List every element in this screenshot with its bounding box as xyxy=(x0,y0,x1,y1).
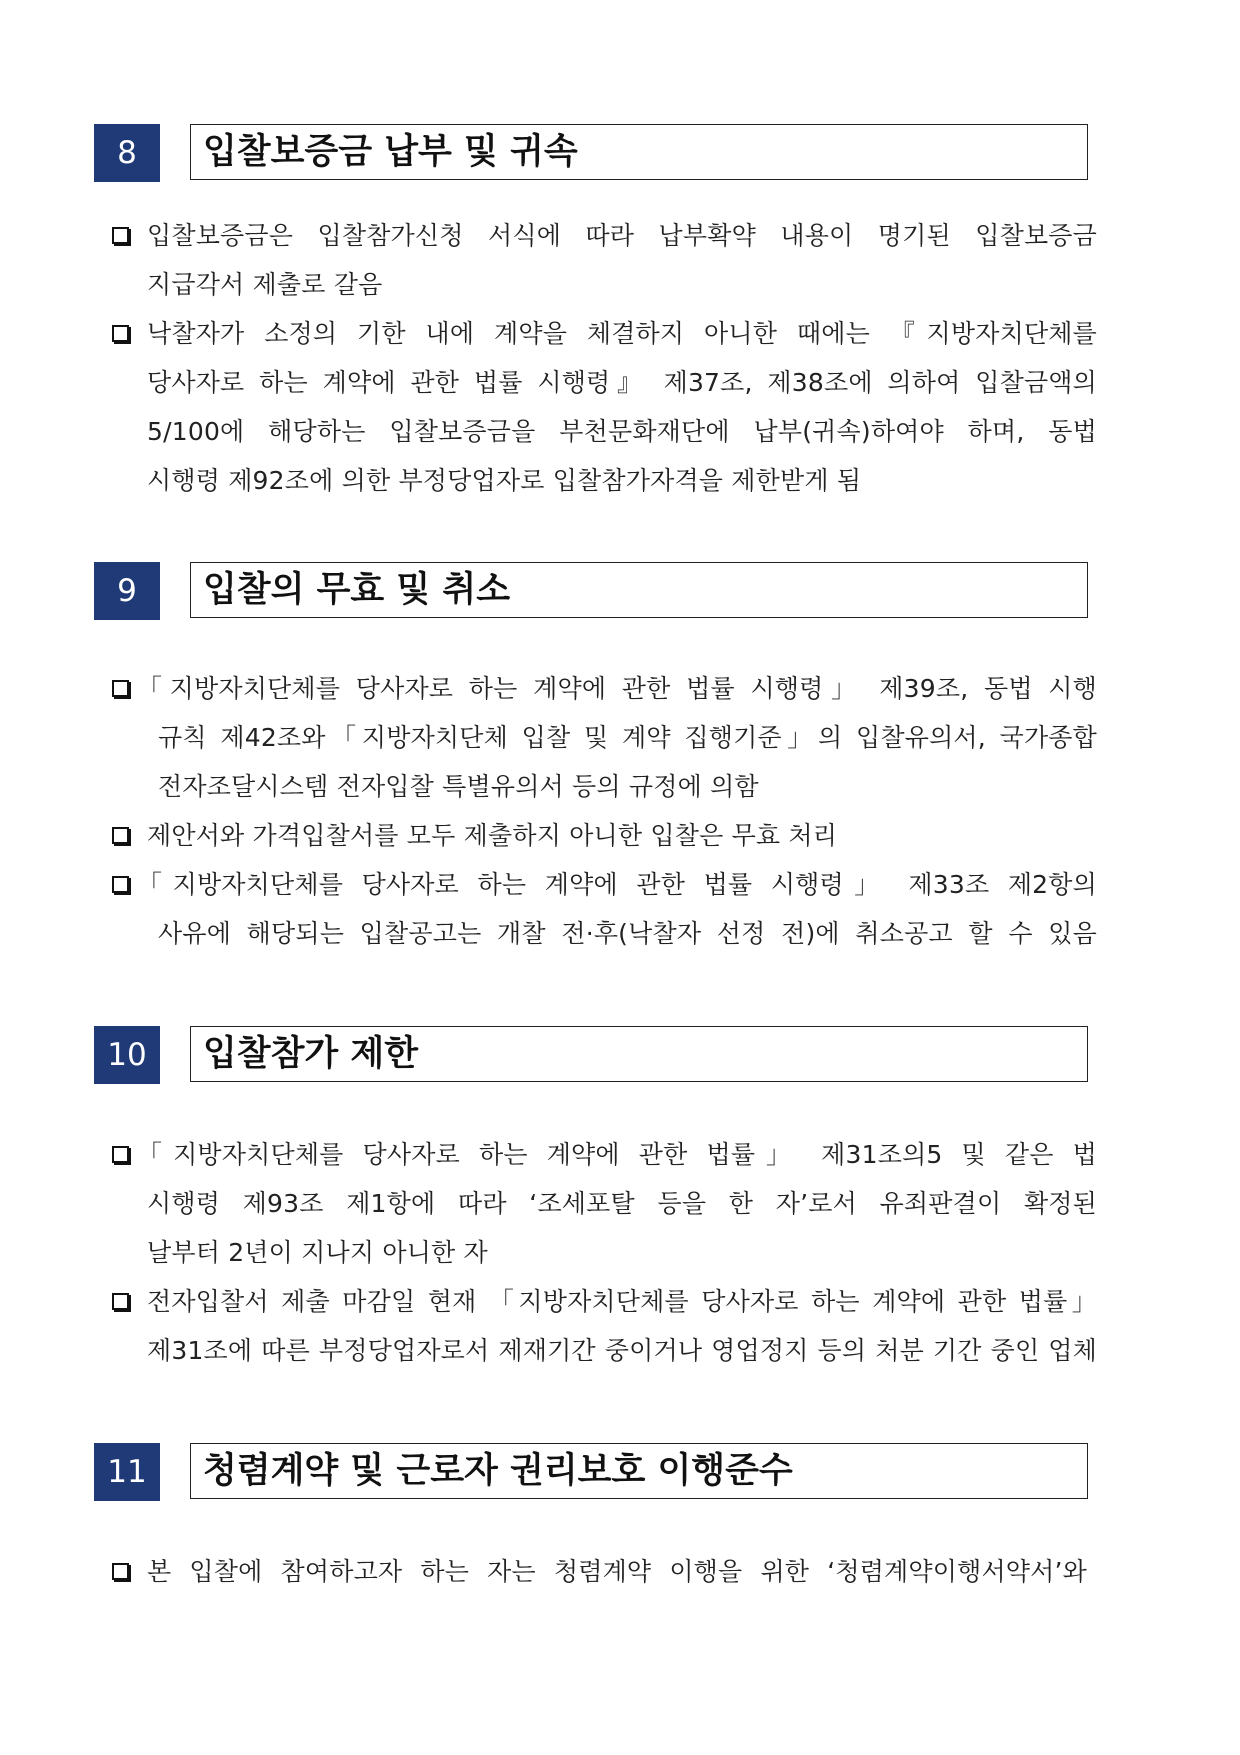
section-number: 9 xyxy=(94,562,160,620)
item-line: 규칙 제42조와「지방자치단체 입찰 및 계약 집행기준」의 입찰유의서, 국가종합 xyxy=(158,723,1097,752)
checkbox-bullet-icon xyxy=(112,1563,129,1580)
section-8 xyxy=(0,124,1240,182)
item-line: 5/100에 해당하는 입찰보증금을 부천문화재단에 납부(귀속)하여야 하며, 동법 xyxy=(147,417,1097,446)
item-line: 제31조에 따른 부정당업자로서 제재기간 중이거나 영업정지 등의 처분 기간 중인 업체 xyxy=(147,1336,1097,1365)
item-line: 입찰보증금은 입찰참가신청 서식에 따라 납부확약 내용이 명기된 입찰보증금 xyxy=(147,221,1097,250)
item-line: 지급각서 제출로 갈음 xyxy=(147,270,383,299)
item-line: 「지방자치단체를 당사자로 하는 계약에 관한 법률 시행령」 제33조 제2항의 xyxy=(137,870,1097,899)
checkbox-bullet-icon xyxy=(112,325,129,342)
section-title: 입찰보증금 납부 및 귀속 xyxy=(190,124,1088,180)
section-number: 8 xyxy=(94,124,160,182)
section-title: 입찰참가 제한 xyxy=(190,1026,1088,1082)
item-line: 제안서와 가격입찰서를 모두 제출하지 아니한 입찰은 무효 처리 xyxy=(147,821,838,850)
item-line: 「지방자치단체를 당사자로 하는 계약에 관한 법률 시행령」 제39조, 동법 시행 xyxy=(137,674,1097,703)
item-line: 전자입찰서 제출 마감일 현재 「지방자치단체를 당사자로 하는 계약에 관한 법률」 xyxy=(147,1287,1097,1316)
section-number: 11 xyxy=(94,1443,160,1501)
checkbox-bullet-icon xyxy=(112,1293,129,1310)
checkbox-bullet-icon xyxy=(112,227,129,244)
section-number: 10 xyxy=(94,1026,160,1084)
item-line: 사유에 해당되는 입찰공고는 개찰 전·후(낙찰자 선정 전)에 취소공고 할 수 있음 xyxy=(158,919,1097,948)
item-line: 시행령 제92조에 의한 부정당업자로 입찰참가자격을 제한받게 됨 xyxy=(147,466,862,495)
checkbox-bullet-icon xyxy=(112,876,129,893)
section-9 xyxy=(0,562,1240,620)
section-header xyxy=(0,1443,1240,1501)
section-header xyxy=(0,562,1240,620)
section-header xyxy=(0,1026,1240,1084)
item-line: 낙찰자가 소정의 기한 내에 계약을 체결하지 아니한 때에는 『지방자치단체를 xyxy=(147,319,1097,348)
item-line: 「지방자치단체를 당사자로 하는 계약에 관한 법률」 제31조의5 및 같은 법 xyxy=(137,1140,1097,1169)
checkbox-bullet-icon xyxy=(112,1146,129,1163)
checkbox-bullet-icon xyxy=(112,680,129,697)
section-header xyxy=(0,124,1240,182)
item-line: 날부터 2년이 지나지 아니한 자 xyxy=(147,1238,488,1267)
section-title: 청렴계약 및 근로자 권리보호 이행준수 xyxy=(190,1443,1088,1499)
item-line: 본 입찰에 참여하고자 하는 자는 청렴계약 이행을 위한 ‘청렴계약이행서약서’와 xyxy=(147,1557,1087,1586)
section-10 xyxy=(0,1026,1240,1084)
section-11 xyxy=(0,1443,1240,1501)
section-title: 입찰의 무효 및 취소 xyxy=(190,562,1088,618)
item-line: 전자조달시스템 전자입찰 특별유의서 등의 규정에 의함 xyxy=(158,772,759,801)
checkbox-bullet-icon xyxy=(112,827,129,844)
item-line: 시행령 제93조 제1항에 따라 ‘조세포탈 등을 한 자’로서 유죄판결이 확정된 xyxy=(147,1189,1097,1218)
item-line: 당사자로 하는 계약에 관한 법률 시행령』 제37조, 제38조에 의하여 입찰금액의 xyxy=(147,368,1097,397)
